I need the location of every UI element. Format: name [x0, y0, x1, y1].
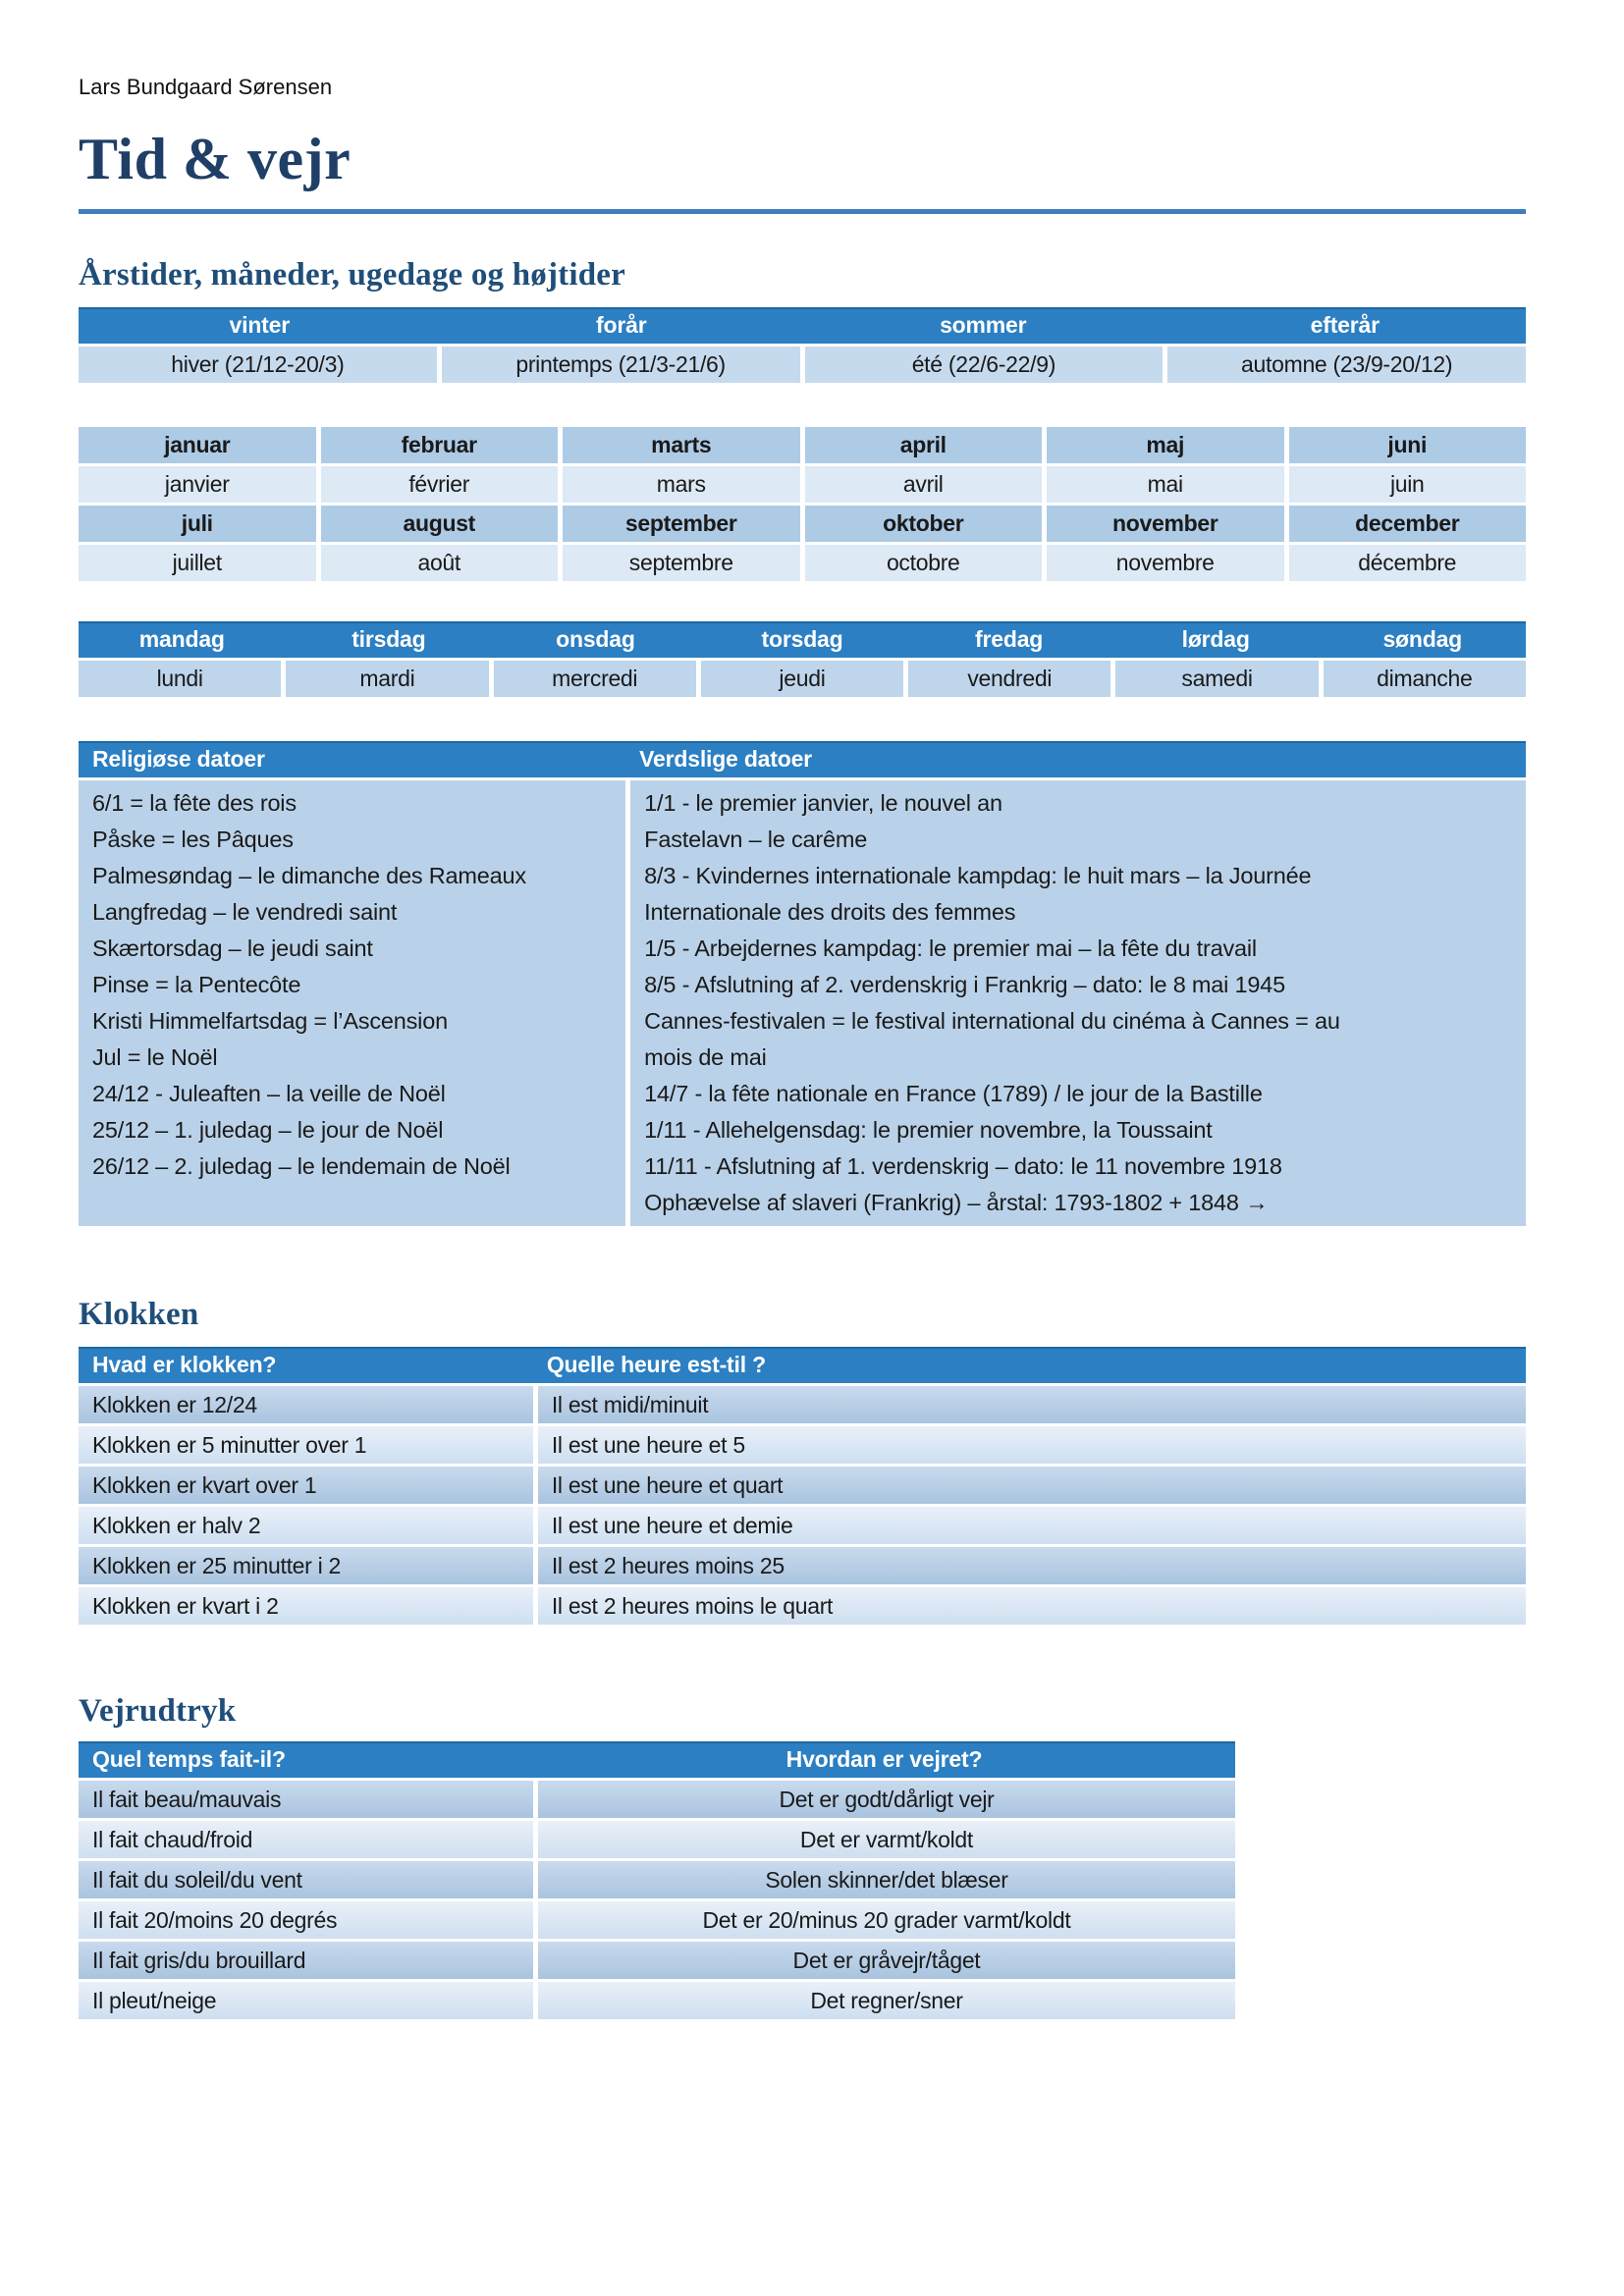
weather-row [79, 1982, 1235, 2019]
weather-row [79, 1781, 1235, 1818]
months-french-row [79, 466, 1526, 503]
secular-date-line: 14/7 - la fête nationale en France (1789) / le jour de la Bastille [644, 1081, 1263, 1106]
months-danish-row [79, 427, 1526, 463]
months-danish-row [79, 506, 1526, 542]
seasons-cell: automne (23/9-20/12) [1167, 347, 1526, 383]
weather-row [79, 1901, 1235, 1939]
weather-french-header: Quel temps fait-il? [92, 1746, 286, 1772]
secular-date-line: 1/5 - Arbejdernes kampdag: le premier mai – la fête du travail [644, 935, 1257, 961]
clock-french-cell: Il est une heure et demie [538, 1507, 1526, 1544]
weather-french-cell: Il fait beau/mauvais [79, 1781, 533, 1818]
weather-danish-cell: Det regner/sner [538, 1982, 1235, 2019]
religious-dates-header: Religiøse datoer [92, 746, 265, 772]
seasons-cell: printemps (21/3-21/6) [442, 347, 800, 383]
secular-date-line: Cannes-festivalen = le festival international du cinéma à Cannes = au [644, 1008, 1340, 1034]
secular-date-line: mois de mai [644, 1044, 767, 1070]
weather-danish-cell: Det er gråvejr/tåget [538, 1942, 1235, 1979]
clock-row [79, 1386, 1526, 1423]
day-cell: samedi [1115, 661, 1318, 697]
religious-date-line: 6/1 = la fête des rois [92, 790, 297, 816]
clock-table [79, 1347, 1526, 1625]
month-cell: februar [321, 427, 559, 463]
dates-body-row [79, 780, 1526, 1226]
dates-table [79, 741, 1526, 1226]
month-cell: december [1289, 506, 1527, 542]
religious-date-line: Palmesøndag – le dimanche des Rameaux [92, 863, 526, 888]
weather-row [79, 1861, 1235, 1898]
months-french-row [79, 545, 1526, 581]
seasons-french-row [79, 347, 1526, 383]
secular-date-line: 8/5 - Afslutning af 2. verdenskrig i Frankrig – dato: le 8 mai 1945 [644, 972, 1285, 997]
month-cell: janvier [79, 466, 316, 503]
religious-date-line: Kristi Himmelfartsdag = l’Ascension [92, 1008, 448, 1034]
month-cell: januar [79, 427, 316, 463]
days-header-row [79, 621, 1526, 658]
religious-date-line: 24/12 - Juleaften – la veille de Noël [92, 1081, 446, 1106]
clock-row [79, 1587, 1526, 1625]
secular-dates-cell [630, 780, 1526, 1226]
clock-row [79, 1426, 1526, 1464]
month-cell: octobre [805, 545, 1043, 581]
weather-row [79, 1821, 1235, 1858]
month-cell: maj [1047, 427, 1284, 463]
secular-date-line: Fastelavn – le carême [644, 827, 868, 852]
weather-danish-cell: Det er 20/minus 20 grader varmt/koldt [538, 1901, 1235, 1939]
section-heading-clock: Klokken [79, 1297, 199, 1332]
day-header-cell: søndag [1382, 626, 1463, 652]
secular-date-line: 8/3 - Kvindernes internationale kampdag: le huit mars – la Journée [644, 863, 1312, 888]
clock-french-cell: Il est 2 heures moins 25 [538, 1547, 1526, 1584]
seasons-header-cell: forår [596, 312, 647, 338]
day-cell: mardi [286, 661, 488, 697]
clock-french-cell: Il est 2 heures moins le quart [538, 1587, 1526, 1625]
month-cell: décembre [1289, 545, 1527, 581]
day-header-cell: fredag [975, 626, 1044, 652]
weather-table [79, 1741, 1235, 2019]
clock-french-cell: Il est une heure et 5 [538, 1426, 1526, 1464]
weather-header-row [79, 1741, 1235, 1778]
month-cell: juillet [79, 545, 316, 581]
secular-date-line: 1/1 - le premier janvier, le nouvel an [644, 790, 1002, 816]
section-heading-calendar: Årstider, måneder, ugedage og højtider [79, 257, 625, 293]
religious-date-line: 26/12 – 2. juledag – le lendemain de Noël [92, 1153, 511, 1179]
seasons-header-cell: sommer [940, 312, 1027, 338]
clock-french-cell: Il est midi/minuit [538, 1386, 1526, 1423]
author-name: Lars Bundgaard Sørensen [79, 75, 333, 99]
days-table [79, 621, 1526, 697]
month-cell: marts [563, 427, 800, 463]
seasons-header-row [79, 307, 1526, 344]
weather-french-cell: Il fait 20/moins 20 degrés [79, 1901, 533, 1939]
month-cell: août [321, 545, 559, 581]
weather-danish-header: Hvordan er vejret? [785, 1746, 983, 1772]
months-table [79, 427, 1526, 581]
day-cell: dimanche [1324, 661, 1526, 697]
day-cell: mercredi [494, 661, 696, 697]
seasons-table [79, 307, 1526, 383]
seasons-cell: hiver (21/12-20/3) [79, 347, 437, 383]
secular-date-line: 1/11 - Allehelgensdag: le premier novembre, la Toussaint [644, 1117, 1213, 1143]
weather-danish-cell: Det er godt/dårligt vejr [538, 1781, 1235, 1818]
clock-danish-cell: Klokken er halv 2 [79, 1507, 533, 1544]
weather-danish-cell: Solen skinner/det blæser [538, 1861, 1235, 1898]
clock-row [79, 1507, 1526, 1544]
day-cell: lundi [79, 661, 281, 697]
clock-french-cell: Il est une heure et quart [538, 1467, 1526, 1504]
clock-danish-cell: Klokken er 5 minutter over 1 [79, 1426, 533, 1464]
seasons-cell: été (22/6-22/9) [805, 347, 1164, 383]
religious-dates-cell [79, 780, 625, 1226]
secular-date-line: Internationale des droits des femmes [644, 899, 1016, 925]
day-header-cell: torsdag [761, 626, 843, 652]
month-cell: oktober [805, 506, 1043, 542]
document-title: Tid & vejr [79, 127, 352, 191]
day-header-cell: mandag [138, 626, 225, 652]
religious-date-line: Påske = les Pâques [92, 827, 294, 852]
religious-date-line: Pinse = la Pentecôte [92, 972, 301, 997]
day-header-cell: onsdag [556, 626, 635, 652]
weather-danish-cell: Det er varmt/koldt [538, 1821, 1235, 1858]
weather-french-cell: Il pleut/neige [79, 1982, 533, 2019]
clock-row [79, 1467, 1526, 1504]
day-header-cell: lørdag [1181, 626, 1250, 652]
month-cell: novembre [1047, 545, 1284, 581]
religious-date-line: Skærtorsdag – le jeudi saint [92, 935, 373, 961]
month-cell: juli [79, 506, 316, 542]
title-underline [79, 209, 1526, 214]
secular-date-line: Ophævelse af slaveri (Frankrig) – årstal: 1793-1802 + 1848 → [644, 1190, 1269, 1215]
weather-french-cell: Il fait gris/du brouillard [79, 1942, 533, 1979]
month-cell: september [563, 506, 800, 542]
day-header-cell: tirsdag [352, 626, 426, 652]
section-heading-weather: Vejrudtryk [79, 1693, 237, 1729]
clock-danish-cell: Klokken er 12/24 [79, 1386, 533, 1423]
days-french-row [79, 661, 1526, 697]
month-cell: avril [805, 466, 1043, 503]
weather-french-cell: Il fait du soleil/du vent [79, 1861, 533, 1898]
month-cell: septembre [563, 545, 800, 581]
religious-date-line: 25/12 – 1. juledag – le jour de Noël [92, 1117, 444, 1143]
clock-danish-cell: Klokken er kvart i 2 [79, 1587, 533, 1625]
month-cell: august [321, 506, 559, 542]
secular-dates-header: Verdslige datoer [639, 746, 812, 772]
clock-french-header: Quelle heure est-til ? [546, 1352, 766, 1377]
clock-danish-header: Hvad er klokken? [92, 1352, 277, 1377]
dates-header-row [79, 741, 1526, 777]
seasons-header-cell: efterår [1310, 312, 1380, 338]
secular-date-line: 11/11 - Afslutning af 1. verdenskrig – dato: le 11 novembre 1918 [644, 1153, 1282, 1179]
day-cell: jeudi [701, 661, 903, 697]
month-cell: mars [563, 466, 800, 503]
month-cell: april [805, 427, 1043, 463]
weather-french-cell: Il fait chaud/froid [79, 1821, 533, 1858]
month-cell: juni [1289, 427, 1527, 463]
month-cell: juin [1289, 466, 1527, 503]
seasons-header-cell: vinter [229, 312, 290, 338]
clock-header-row [79, 1347, 1526, 1383]
clock-danish-cell: Klokken er 25 minutter i 2 [79, 1547, 533, 1584]
month-cell: février [321, 466, 559, 503]
clock-row [79, 1547, 1526, 1584]
religious-date-line: Jul = le Noël [92, 1044, 218, 1070]
month-cell: november [1047, 506, 1284, 542]
weather-row [79, 1942, 1235, 1979]
day-cell: vendredi [908, 661, 1110, 697]
religious-date-line: Langfredag – le vendredi saint [92, 899, 398, 925]
document-page [79, 0, 1526, 2019]
month-cell: mai [1047, 466, 1284, 503]
clock-danish-cell: Klokken er kvart over 1 [79, 1467, 533, 1504]
